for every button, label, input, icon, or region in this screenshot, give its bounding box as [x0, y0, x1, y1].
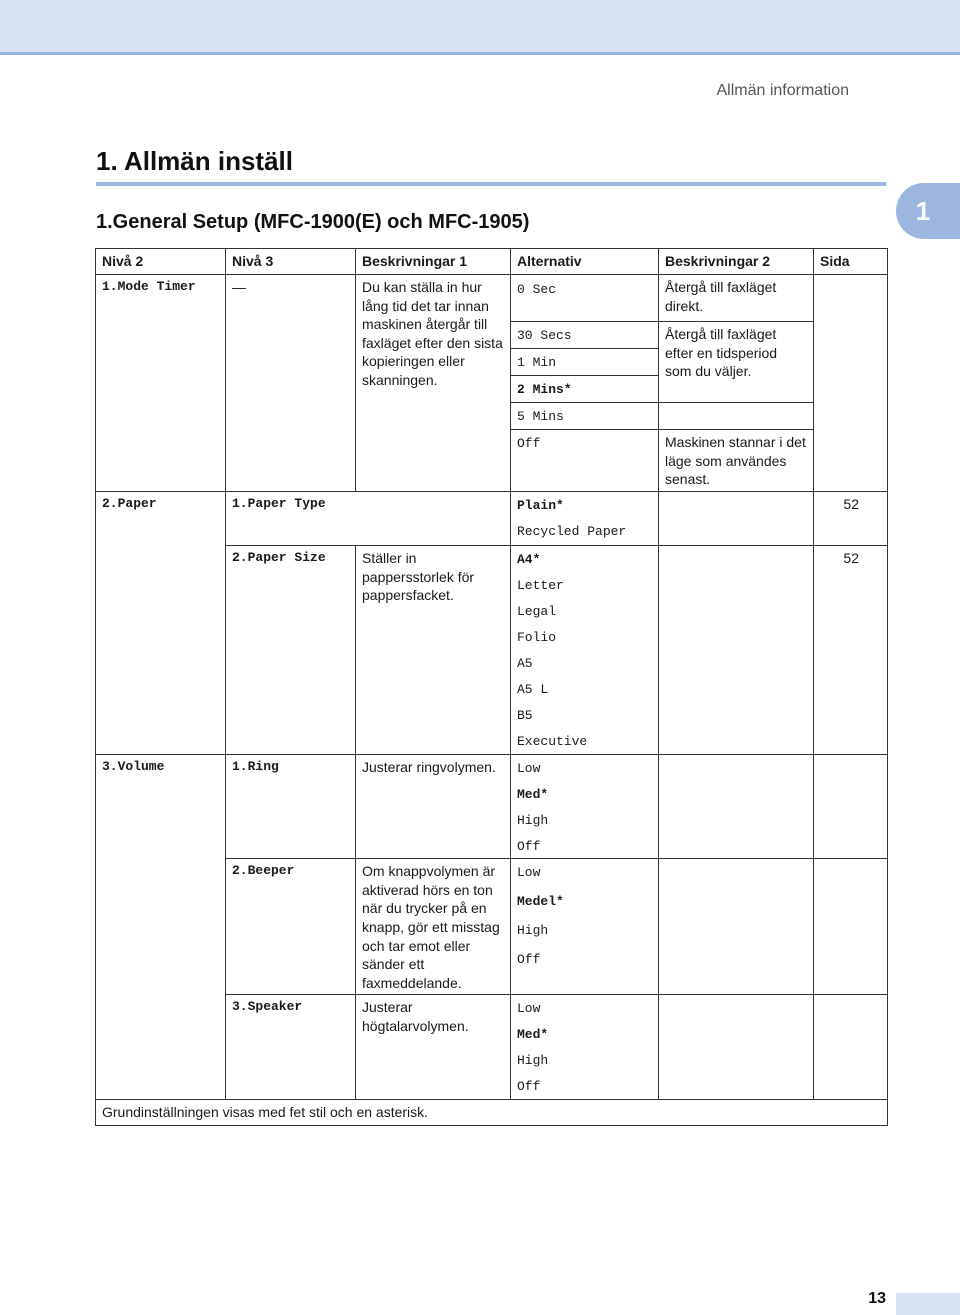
- beeper-level3: 2.Beeper: [226, 859, 356, 995]
- footnote-row: [96, 1099, 888, 1125]
- ring-option: Med*: [511, 781, 659, 807]
- header-level2: Nivå 2: [96, 249, 226, 275]
- ring-level3: 1.Ring: [226, 754, 356, 859]
- ring-option: Low: [511, 754, 659, 781]
- beeper-option: Medel*: [511, 888, 659, 917]
- header-page: Sida: [814, 249, 888, 275]
- paper-level2: 2.Paper: [96, 492, 226, 755]
- paper-size-option: A5 L: [511, 676, 659, 702]
- speaker-option: Low: [511, 995, 659, 1022]
- paper-type-page: 52: [814, 492, 888, 546]
- header-desc2: Beskrivningar 2: [659, 249, 814, 275]
- mode-timer-page: [814, 275, 888, 492]
- table-header-row: [96, 249, 888, 275]
- paper-size-option: Letter: [511, 572, 659, 598]
- page-number: 13: [868, 1290, 886, 1307]
- beeper-desc1: Om knappvolymen är aktiverad hörs en ton när du trycker på en knapp, gör ett misstag och tar emot eller sänder ett faxmeddelande.: [356, 859, 511, 995]
- paper-size-option: A5: [511, 650, 659, 676]
- speaker-option: Med*: [511, 1021, 659, 1047]
- settings-table: [95, 248, 888, 1126]
- running-header: Allmän information: [716, 82, 849, 99]
- beeper-page: [814, 859, 888, 995]
- paper-size-option: Executive: [511, 728, 659, 754]
- beeper-desc2: [659, 859, 814, 995]
- top-color-band: [0, 0, 960, 55]
- table-row: [96, 275, 888, 322]
- header-desc1: Beskrivningar 1: [356, 249, 511, 275]
- mode-timer-level2: 1.Mode Timer: [96, 275, 226, 492]
- paper-type-option-recycled: Recycled Paper: [511, 518, 659, 546]
- paper-size-level3: 2.Paper Size: [226, 546, 356, 755]
- section-title: 1.General Setup (MFC-1900(E) och MFC-1905): [96, 211, 530, 233]
- header-level3: Nivå 3: [226, 249, 356, 275]
- paper-size-desc1: Ställer in pappersstorlek för pappersfacket.: [356, 546, 511, 755]
- paper-type-desc2: [659, 492, 814, 546]
- paper-size-option: A4*: [511, 546, 659, 573]
- chapter-title: 1. Allmän inställ: [96, 146, 293, 176]
- speaker-desc1: Justerar högtalarvolymen.: [356, 995, 511, 1100]
- beeper-option: High: [511, 917, 659, 946]
- mode-timer-desc1: Du kan ställa in hur lång tid det tar innan maskinen återgår till faxläget efter den sista kopieringen eller skanningen.: [356, 275, 511, 492]
- speaker-level3: 3.Speaker: [226, 995, 356, 1100]
- ring-option: Off: [511, 833, 659, 859]
- paper-type-level3: 1.Paper Type: [226, 492, 511, 546]
- beeper-option: Low: [511, 859, 659, 889]
- paper-type-option-plain: Plain*: [511, 492, 659, 519]
- desc2-direct: Återgå till faxläget direkt.: [659, 275, 814, 322]
- speaker-page: [814, 995, 888, 1100]
- ring-option: High: [511, 807, 659, 833]
- option-0-sec: 0 Sec: [511, 275, 659, 322]
- option-off: Off: [511, 430, 659, 492]
- paper-size-desc2: [659, 546, 814, 755]
- paper-size-option: B5: [511, 702, 659, 728]
- desc2-off: Maskinen stannar i det läge som användes senast.: [659, 430, 814, 492]
- option-1-min: 1 Min: [511, 349, 659, 376]
- beeper-option: Off: [511, 946, 659, 995]
- chapter-tab: 1: [896, 183, 960, 239]
- option-2-mins: 2 Mins*: [511, 376, 659, 403]
- speaker-option: Off: [511, 1073, 659, 1099]
- speaker-option: High: [511, 1047, 659, 1073]
- paper-size-option: Legal: [511, 598, 659, 624]
- option-30-secs: 30 Secs: [511, 322, 659, 349]
- header-options: Alternativ: [511, 249, 659, 275]
- table-row: [96, 754, 888, 781]
- page-tab: [896, 1293, 960, 1315]
- ring-page: [814, 754, 888, 859]
- ring-desc1: Justerar ringvolymen.: [356, 754, 511, 859]
- paper-size-page: 52: [814, 546, 888, 755]
- option-5-mins: 5 Mins: [511, 403, 659, 430]
- ring-desc2: [659, 754, 814, 859]
- desc2-period: Återgå till faxläget efter en tidsperiod som du väljer.: [659, 322, 814, 403]
- table-row: [96, 492, 888, 519]
- table-footnote: Grundinställningen visas med fet stil och en asterisk.: [96, 1099, 888, 1125]
- paper-size-option: Folio: [511, 624, 659, 650]
- mode-timer-level3: —: [226, 275, 356, 492]
- title-rule: [96, 182, 886, 186]
- desc2-empty: [659, 403, 814, 430]
- volume-level2: 3.Volume: [96, 754, 226, 1099]
- speaker-desc2: [659, 995, 814, 1100]
